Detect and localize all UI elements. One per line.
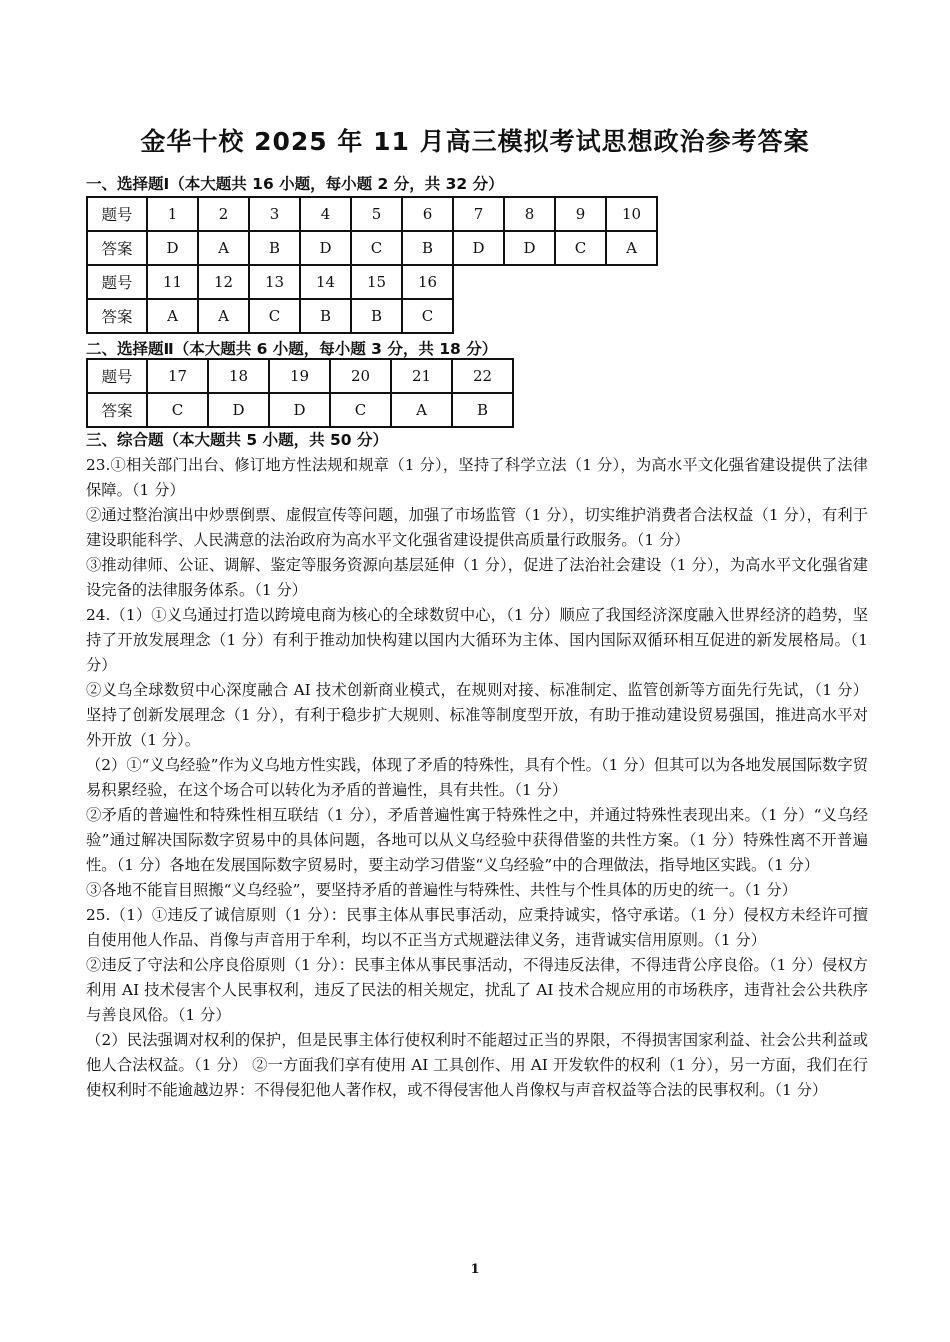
row-label-answer: 答案 — [87, 393, 147, 427]
question-number: 21 — [391, 359, 452, 393]
answer-cell: C — [351, 231, 402, 265]
answer-cell: A — [147, 299, 198, 333]
section1-heading: 一、选择题Ⅰ（本大题共 16 小题，每小题 2 分，共 32 分） — [86, 175, 504, 193]
question-number: 8 — [504, 197, 555, 231]
question-number: 14 — [300, 265, 351, 299]
table-row — [87, 265, 453, 299]
answer-cell: A — [391, 393, 452, 427]
question-number: 2 — [198, 197, 249, 231]
answer-paragraph: 24.（1）①义乌通过打造以跨境电商为核心的全球数贸中心，（1 分）顺应了我国经济深度融入世界经济的趋势，坚持了开放发展理念（1 分）有利于推动加快构建以国内大循环为主体、国内国际双循环相互促进的新发展格局。（1 分） — [86, 606, 868, 674]
question-number: 19 — [269, 359, 330, 393]
answer-cell: D — [504, 231, 555, 265]
answer-cell: B — [351, 299, 402, 333]
answer-cell: A — [198, 299, 249, 333]
answer-cell: B — [402, 231, 453, 265]
answer-cell: C — [555, 231, 606, 265]
question-number: 6 — [402, 197, 453, 231]
question-number: 16 — [402, 265, 453, 299]
answer-paragraph: ③各地不能盲目照搬“义乌经验”，要坚持矛盾的普遍性与特殊性、共性与个性具体的历史的统一。（1 分） — [86, 881, 797, 899]
answer-paragraph: 23.①相关部门出台、修订地方性法规和规章（1 分），坚持了科学立法（1 分），为高水平文化强省建设提供了法律保障。（1 分） — [86, 456, 868, 499]
page-number: 1 — [470, 1262, 480, 1277]
question-number: 22 — [452, 359, 513, 393]
answer-paragraph: ②义乌全球数贸中心深度融合 AI 技术创新商业模式，在规则对接、标准制定、监管创新等方面先行先试，（1 分）坚持了创新发展理念（1 分），有利于稳步扩大规则、标准等制度型开放，有助于推动建设贸易强国，推进高水平对外开放（1 分）。 — [86, 681, 868, 749]
answer-cell: B — [249, 231, 300, 265]
question-number: 13 — [249, 265, 300, 299]
answer-table-11-16 — [86, 264, 454, 334]
answer-text — [86, 453, 868, 1103]
answer-cell: D — [453, 231, 504, 265]
answer-cell: A — [198, 231, 249, 265]
page-title: 金华十校 2025 年 11 月高三模拟考试思想政治参考答案 — [140, 127, 810, 156]
question-number: 9 — [555, 197, 606, 231]
question-number: 7 — [453, 197, 504, 231]
question-number: 12 — [198, 265, 249, 299]
question-number: 11 — [147, 265, 198, 299]
answer-paragraph: ②矛盾的普遍性和特殊性相互联结（1 分），矛盾普遍性寓于特殊性之中，并通过特殊性表现出来。（1 分）“义乌经验”通过解决国际数字贸易中的具体问题，各地可以从义乌经验中获得借鉴的共性方案。（1 分）特殊性离不开普遍性。（1 分）各地在发展国际数字贸易时，要主动学习借鉴“义乌经验”中的合理做法，指导地区实践。（1 分） — [86, 806, 868, 874]
answer-cell: C — [249, 299, 300, 333]
section2-heading: 二、选择题Ⅱ（本大题共 6 小题，每小题 3 分，共 18 分） — [86, 340, 498, 358]
table-row — [87, 231, 657, 265]
answer-paragraph: （2）①“义乌经验”作为义乌地方性实践，体现了矛盾的特殊性，具有个性。（1 分）但其可以为各地发展国际数字贸易积累经验，在这个场合可以转化为矛盾的普遍性，具有共性。（1 分） — [86, 756, 868, 799]
answer-cell: D — [208, 393, 269, 427]
question-number: 17 — [147, 359, 208, 393]
table-row — [87, 197, 657, 231]
answer-table-17-22 — [86, 358, 514, 428]
answer-cell: A — [606, 231, 657, 265]
question-number: 3 — [249, 197, 300, 231]
row-label-number: 题号 — [87, 265, 147, 299]
question-number: 20 — [330, 359, 391, 393]
question-number: 5 — [351, 197, 402, 231]
row-label-number: 题号 — [87, 359, 147, 393]
answer-cell: C — [147, 393, 208, 427]
answer-table-1-10 — [86, 196, 658, 266]
question-number: 4 — [300, 197, 351, 231]
answer-cell: C — [330, 393, 391, 427]
answer-cell: B — [452, 393, 513, 427]
question-number: 15 — [351, 265, 402, 299]
row-label-answer: 答案 — [87, 231, 147, 265]
answer-paragraph: （2）民法强调对权利的保护，但是民事主体行使权利时不能超过正当的界限，不得损害国家利益、社会公共利益或他人合法权益。（1 分） ②一方面我们享有使用 AI 工具创作、用 AI 开发软件的权利（1 分），另一方面，我们在行使权利时不能逾越边界：不得侵犯他人著作权，或不得侵害他人肖像权与声音权益等合法的民事权利。（1 分） — [86, 1031, 868, 1099]
table-row — [87, 299, 453, 333]
row-label-answer: 答案 — [87, 299, 147, 333]
answer-cell: B — [300, 299, 351, 333]
question-number: 10 — [606, 197, 657, 231]
answer-cell: C — [402, 299, 453, 333]
table-row — [87, 359, 513, 393]
question-number: 18 — [208, 359, 269, 393]
answer-cell: D — [300, 231, 351, 265]
answer-paragraph: ③推动律师、公证、调解、鉴定等服务资源向基层延伸（1 分），促进了法治社会建设（1 分），为高水平文化强省建设完备的法律服务体系。（1 分） — [86, 556, 868, 599]
question-number: 1 — [147, 197, 198, 231]
answer-cell: D — [147, 231, 198, 265]
row-label-number: 题号 — [87, 197, 147, 231]
answer-paragraph: ②通过整治演出中炒票倒票、虚假宣传等问题，加强了市场监管（1 分），切实维护消费者合法权益（1 分），有利于建设职能科学、人民满意的法治政府为高水平文化强省建设提供高质量行政服务。（1 分） — [86, 506, 868, 549]
section3-heading: 三、综合题（本大题共 5 小题，共 50 分） — [86, 431, 388, 449]
answer-paragraph: ②违反了守法和公序良俗原则（1 分）：民事主体从事民事活动，不得违反法律，不得违背公序良俗。（1 分）侵权方利用 AI 技术侵害个人民事权利，违反了民法的相关规定，扰乱了 AI 技术合规应用的市场秩序，违背社会公共秩序与善良风俗。（1 分） — [86, 956, 868, 1024]
answer-cell: D — [269, 393, 330, 427]
answer-paragraph: 25.（1）①违反了诚信原则（1 分）：民事主体从事民事活动，应秉持诚实，恪守承诺。（1 分）侵权方未经许可擅自使用他人作品、肖像与声音用于牟利，均以不正当方式规避法律义务，违背诚实信用原则。（1 分） — [86, 906, 868, 949]
table-row — [87, 393, 513, 427]
